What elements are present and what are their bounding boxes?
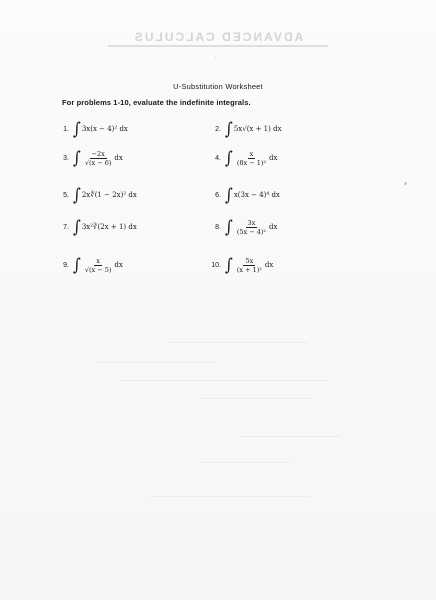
- integral-sign-icon: ∫: [225, 254, 233, 275]
- integral-sign-icon: ∫: [225, 184, 233, 205]
- differential: dx: [264, 261, 274, 269]
- differential: dx: [269, 223, 278, 231]
- fraction-denominator: (5x − 4)²: [236, 227, 267, 236]
- differential: dx: [114, 261, 123, 269]
- bleed-through-title: ADVANCED CALCULUS: [132, 30, 304, 44]
- problem-3: [55, 145, 123, 171]
- integral-sign-icon: ∫: [73, 254, 81, 275]
- integral-sign-icon: ∫: [225, 118, 233, 139]
- differential: dx: [114, 154, 123, 162]
- problem-fraction: [235, 150, 268, 167]
- problem-number: 1.: [63, 125, 69, 133]
- bleed-through-mark: ·: [214, 52, 218, 63]
- problem-10: [207, 252, 273, 278]
- fraction-denominator: √(x − 5): [84, 265, 112, 274]
- problem-expression: 5x√(x + 1) dx: [233, 125, 282, 133]
- problem-number: 8.: [215, 223, 221, 231]
- problem-number: 9.: [63, 261, 69, 269]
- integral-sign-icon: ∫: [73, 216, 81, 237]
- problem-8: [207, 214, 277, 240]
- bleed-through-line: [240, 436, 340, 437]
- differential: dx: [269, 154, 278, 162]
- fraction-numerator: −2x: [91, 149, 105, 158]
- bleed-through-line: [150, 496, 310, 497]
- page-smudge: [404, 182, 407, 185]
- bleed-through-line: [168, 342, 308, 343]
- bleed-through-line: [120, 380, 330, 381]
- problem-fraction: [83, 150, 114, 167]
- problem-fraction: [83, 257, 114, 274]
- fraction-denominator: (8x − 1)²: [236, 158, 267, 167]
- problem-fraction: [235, 219, 268, 236]
- bleed-through-line: [200, 398, 310, 399]
- problem-number: 2.: [215, 125, 221, 133]
- problem-number: 3.: [63, 154, 69, 162]
- problem-number: 4.: [215, 154, 221, 162]
- worksheet-title: U-Substitution Worksheet: [173, 82, 263, 91]
- bleed-through-rule: [108, 45, 328, 47]
- fraction-denominator: (x + 1)²: [236, 265, 262, 274]
- problem-number: 6.: [215, 191, 221, 199]
- problem-2: [207, 116, 282, 142]
- problem-expression: x(3x − 4)⁴ dx: [233, 191, 280, 199]
- problem-expression: 3x(x − 4)² dx: [81, 125, 128, 133]
- integral-sign-icon: ∫: [73, 147, 81, 168]
- integral-sign-icon: ∫: [73, 184, 81, 205]
- problem-number: 7.: [63, 223, 69, 231]
- problem-fraction: [235, 257, 264, 274]
- problem-1: [55, 116, 128, 142]
- bleed-through-line: [96, 362, 216, 363]
- integral-sign-icon: ∫: [225, 216, 233, 237]
- integral-sign-icon: ∫: [73, 118, 81, 139]
- bleed-through-line: [200, 462, 290, 463]
- problem-6: [207, 182, 280, 208]
- fraction-numerator: 5x: [245, 256, 254, 265]
- problem-number: 10.: [211, 261, 221, 269]
- problem-5: [55, 182, 137, 208]
- fraction-numerator: 3x: [247, 218, 256, 227]
- problem-7: [55, 214, 137, 240]
- problem-expression: 2x∜(1 − 2x)² dx: [81, 191, 137, 199]
- fraction-numerator: x: [96, 256, 100, 265]
- problem-9: [55, 252, 123, 278]
- problem-4: [207, 145, 277, 171]
- problem-number: 5.: [63, 191, 69, 199]
- fraction-denominator: √(x − 6): [84, 158, 112, 167]
- worksheet-instructions: For problems 1-10, evaluate the indefinite integrals.: [62, 98, 251, 107]
- fraction-numerator: x: [249, 149, 254, 158]
- problem-expression: 3x²∛(2x + 1) dx: [81, 223, 137, 231]
- integral-sign-icon: ∫: [225, 147, 233, 168]
